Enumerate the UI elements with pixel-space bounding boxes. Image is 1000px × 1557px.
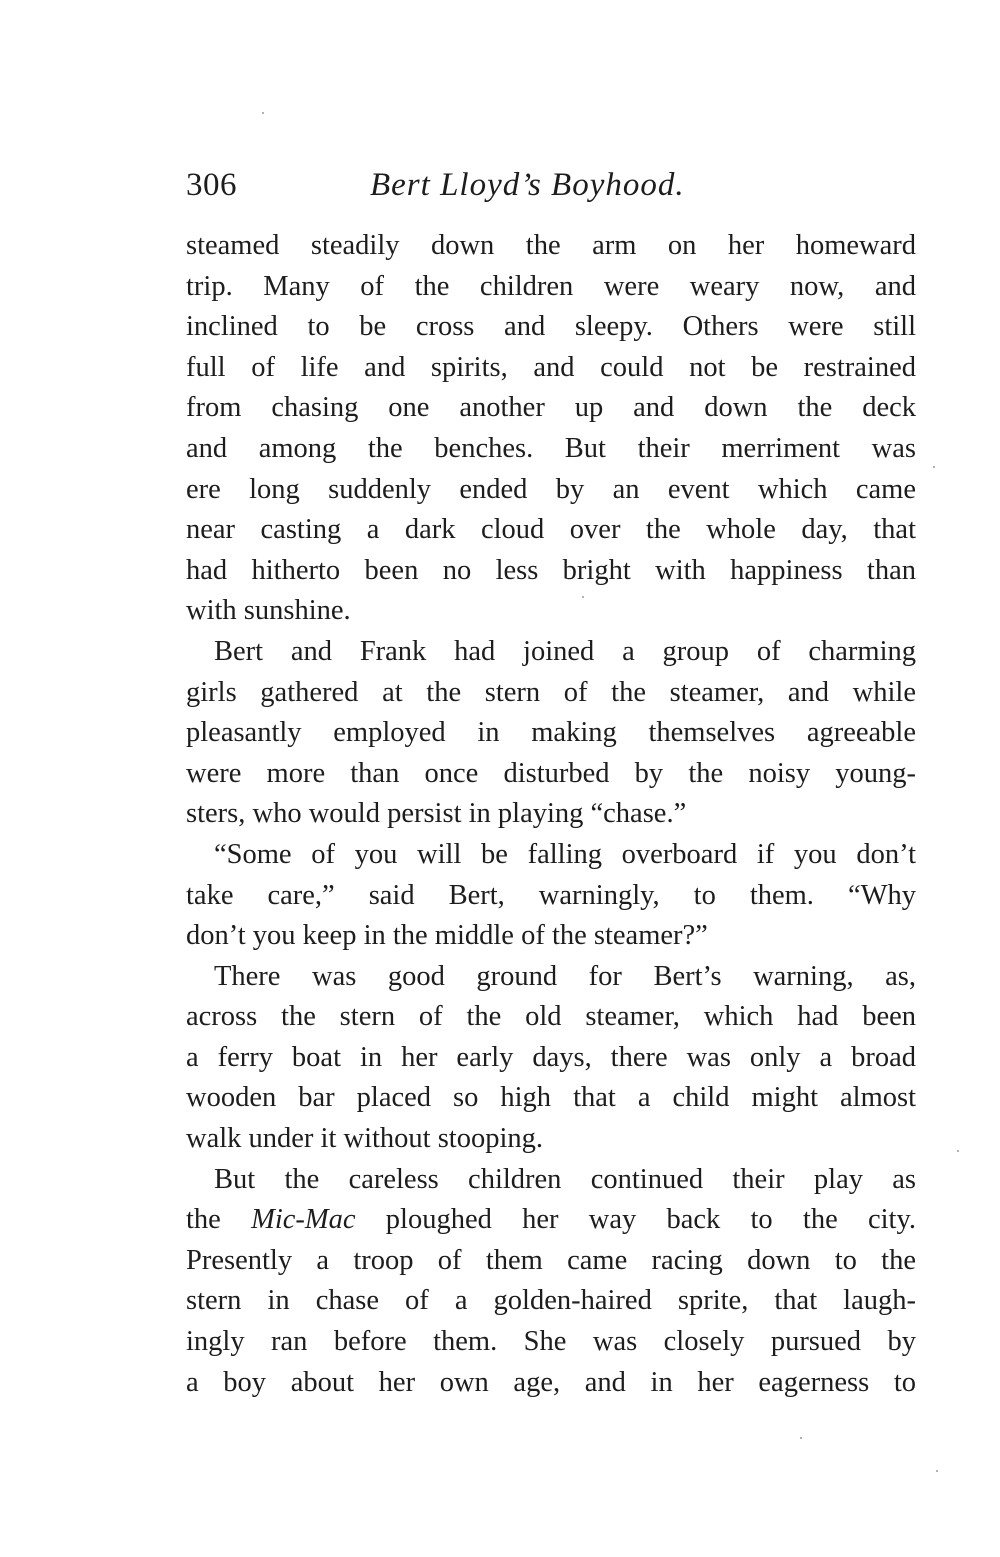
text-line: trip. Many of the children were weary now, and bbox=[186, 270, 916, 302]
text-line: full of life and spirits, and could not be restrained bbox=[186, 351, 916, 383]
running-head bbox=[186, 160, 746, 210]
text-line: Presently a troop of them came racing down to the bbox=[186, 1244, 916, 1276]
text-line: from chasing one another up and down the deck bbox=[186, 392, 916, 424]
text-line: a boy about her own age, and in her eagerness to bbox=[186, 1366, 916, 1398]
text-line: near casting a dark cloud over the whole day, that bbox=[186, 514, 916, 546]
page-number: 306 bbox=[186, 167, 237, 203]
text-line: with sunshine. bbox=[186, 595, 351, 627]
text-line: ingly ran before them. She was closely pursued by bbox=[186, 1326, 916, 1358]
text-line: “Some of you will be falling overboard if you don’t bbox=[214, 838, 916, 870]
scan-speck bbox=[933, 466, 935, 468]
text-line: inclined to be cross and sleepy. Others were still bbox=[186, 311, 916, 343]
text-line: had hitherto been no less bright with happiness than bbox=[186, 554, 916, 586]
body-text bbox=[186, 226, 916, 1403]
text-line: girls gathered at the stern of the steamer, and while bbox=[186, 676, 916, 708]
text-line: take care,” said Bert, warningly, to them. “Why bbox=[186, 879, 916, 911]
text-line: were more than once disturbed by the noisy young- bbox=[186, 757, 916, 789]
text-line: across the stern of the old steamer, which had been bbox=[186, 1001, 916, 1033]
text-run: ploughed her way back to the city. bbox=[385, 1204, 916, 1236]
running-title: Bert Lloyd’s Boyhood. bbox=[370, 167, 685, 203]
text-run: the bbox=[186, 1204, 221, 1236]
scan-speck bbox=[262, 112, 264, 114]
text-line: pleasantly employed in making themselves agreeable bbox=[186, 717, 916, 749]
text-line: stern in chase of a golden-haired sprite, that laugh- bbox=[186, 1285, 916, 1317]
text-line: But the careless children continued their play as bbox=[214, 1163, 916, 1195]
text-line: walk under it without stooping. bbox=[186, 1123, 544, 1155]
text-line: sters, who would persist in playing “chase.” bbox=[186, 798, 687, 830]
text-line: and among the benches. But their merriment was bbox=[186, 432, 916, 464]
text-line: wooden bar placed so high that a child might almost bbox=[186, 1082, 916, 1114]
text-line: ere long suddenly ended by an event which came bbox=[186, 473, 916, 505]
text-line: Bert and Frank had joined a group of charming bbox=[214, 635, 916, 667]
text-line: There was good ground for Bert’s warning, as, bbox=[214, 960, 916, 992]
ship-name: Mic-Mac bbox=[251, 1204, 356, 1236]
scan-speck bbox=[957, 1150, 959, 1152]
text-line: don’t you keep in the middle of the steamer?” bbox=[186, 920, 708, 952]
scan-speck bbox=[936, 1470, 938, 1472]
text-line: a ferry boat in her early days, there was only a broad bbox=[186, 1041, 916, 1073]
text-line-with-ship-name bbox=[186, 1200, 916, 1241]
text-line: steamed steadily down the arm on her homeward bbox=[186, 230, 916, 261]
scan-speck bbox=[582, 596, 584, 598]
scan-speck bbox=[800, 1437, 802, 1439]
